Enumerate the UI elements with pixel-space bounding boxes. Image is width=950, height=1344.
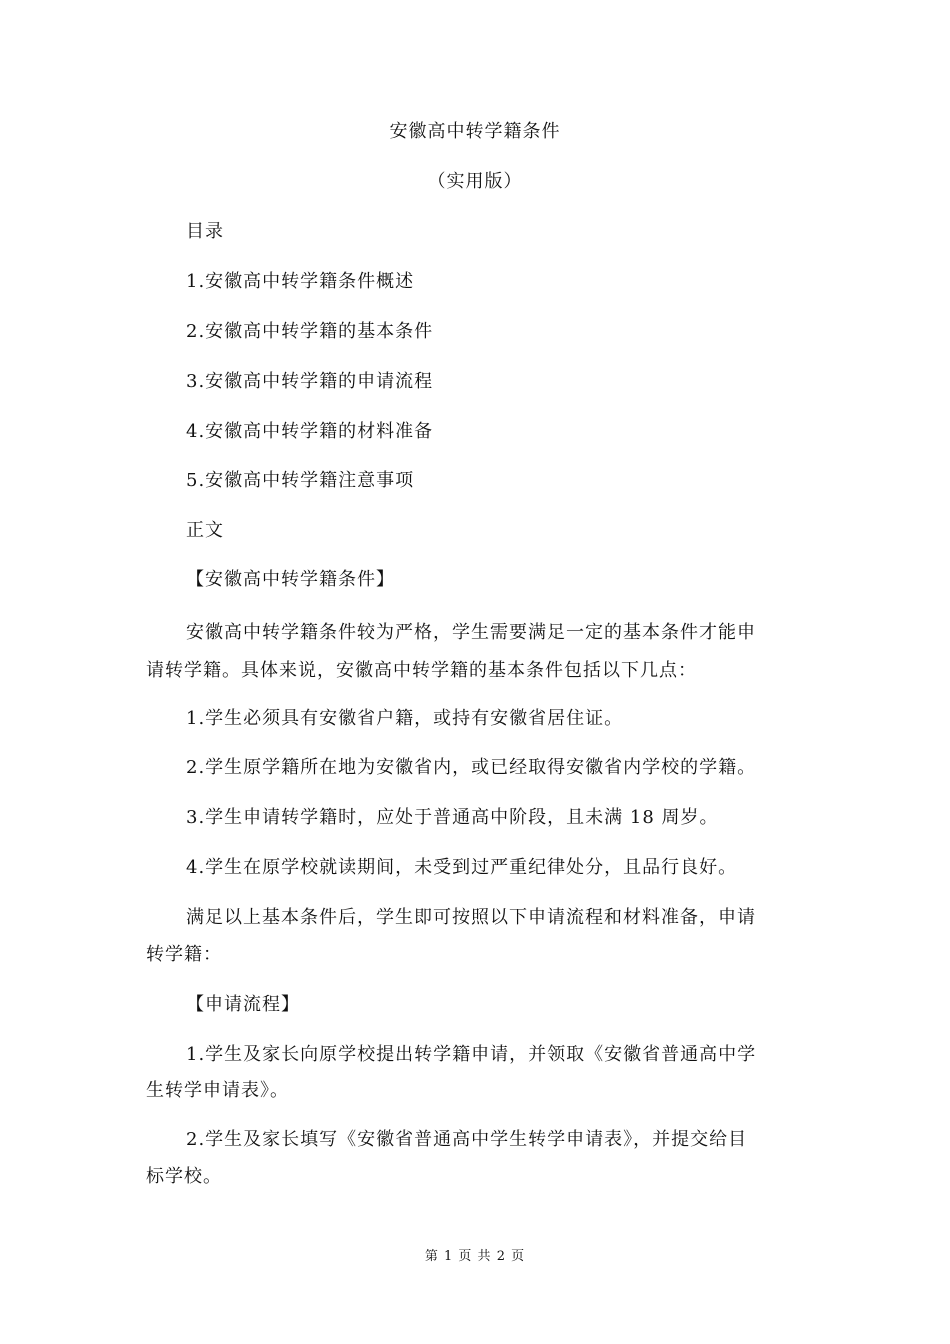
toc-item: 4.安徽高中转学籍的材料准备 [186, 421, 434, 442]
document-title: 安徽高中转学籍条件 [389, 121, 561, 142]
toc-item: 3.安徽高中转学籍的申请流程 [186, 371, 434, 392]
step-line: 1.学生及家长向原学校提出转学籍申请，并领取《安徽省普通高中学 [186, 1044, 757, 1065]
page-number: 第 1 页 共 2 页 [424, 1249, 526, 1264]
section-heading: 【安徽高中转学籍条件】 [186, 569, 395, 590]
condition-item: 3.学生申请转学籍时，应处于普通高中阶段，且未满 18 周岁。 [186, 807, 719, 828]
step-line: 2.学生及家长填写《安徽省普通高中学生转学申请表》，并提交给目 [186, 1129, 748, 1150]
step-line: 生转学申请表》。 [146, 1080, 289, 1101]
toc-item: 2.安徽高中转学籍的基本条件 [186, 321, 434, 342]
step-line: 标学校。 [146, 1166, 222, 1187]
toc-item: 5.安徽高中转学籍注意事项 [186, 470, 415, 491]
section-heading: 【申请流程】 [186, 994, 300, 1015]
toc-heading: 目录 [186, 221, 224, 242]
transition-paragraph-line: 满足以上基本条件后，学生即可按照以下申请流程和材料准备，申请 [186, 907, 756, 928]
condition-item: 4.学生在原学校就读期间，未受到过严重纪律处分，且品行良好。 [186, 857, 738, 878]
condition-item: 2.学生原学籍所在地为安徽省内，或已经取得安徽省内学校的学籍。 [186, 757, 757, 778]
body-heading: 正文 [186, 520, 224, 541]
document-subtitle: （实用版） [427, 171, 523, 192]
intro-paragraph-line: 请转学籍。具体来说，安徽高中转学籍的基本条件包括以下几点： [146, 660, 697, 681]
intro-paragraph-line: 安徽高中转学籍条件较为严格，学生需要满足一定的基本条件才能申 [186, 622, 756, 643]
condition-item: 1.学生必须具有安徽省户籍，或持有安徽省居住证。 [186, 708, 624, 729]
toc-item: 1.安徽高中转学籍条件概述 [186, 271, 415, 292]
transition-paragraph-line: 转学籍： [146, 944, 222, 965]
